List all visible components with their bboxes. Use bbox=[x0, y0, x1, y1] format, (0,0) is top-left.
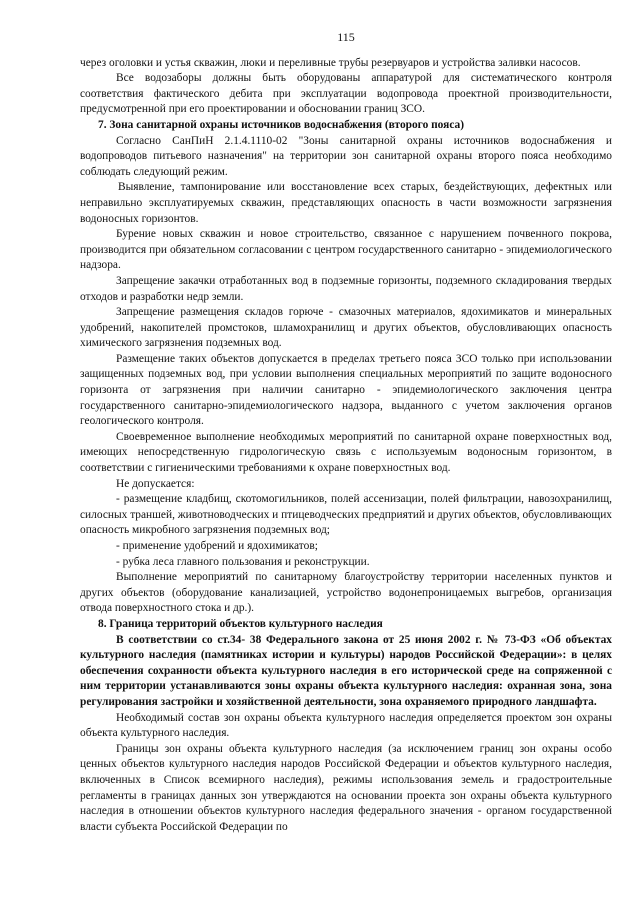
paragraph: Бурение новых скважин и новое строительство, связанное с нарушением почвенного покрова, производится при обязательном согласовании с центром государственного санитарно - эпидемиологического надзора. bbox=[80, 228, 612, 272]
paragraph: Необходимый состав зон охраны объекта культурного наследия определяется проектом зон охраны объекта культурного наследия. bbox=[80, 711, 612, 740]
paragraph: Не допускается: bbox=[116, 477, 195, 490]
paragraph: Запрещение размещения складов горюче - смазочных материалов, ядохимикатов и минеральных удобрений, накопителей промстоков, шламохранилищ и других объектов, обусловливающих опасность химического загрязнения подземных вод. bbox=[80, 306, 612, 350]
paragraph: Согласно СанПиН 2.1.4.1110-02 "Зоны санитарной охраны источников водоснабжения и водопроводов питьевого назначения" на территории зон санитарной охраны второго пояса необходимо соблюдать следующий режим. bbox=[80, 134, 612, 178]
paragraph: через оголовки и устья скважин, люки и переливные трубы резервуаров и устройства заливки насосов. bbox=[80, 56, 581, 69]
paragraph: Границы зон охраны объекта культурного наследия (за исключением границ зон охраны особо ценных объектов культурного наследия народов Российской Федерации и объектов культурного наследия, включенных в Список всемирного наследия), режимы использования земель и градостроительные регламенты в границах данных зон утверждаются на основании проекта зон охраны объекта культурного наследия в отношении объектов культурного наследия федерального значения - органом государственной власти субъекта Российской Федерации по bbox=[80, 742, 612, 833]
paragraph: Все водозаборы должны быть оборудованы аппаратурой для систематического контроля соответствия фактического дебита при эксплуатации водопровода проектной производительности, предусмотренной при его проектировании и обосновании границ ЗСО. bbox=[80, 72, 612, 116]
section-heading: 7. Зона санитарной охраны источников водоснабжения (второго пояса) bbox=[98, 118, 465, 131]
paragraph: Запрещение закачки отработанных вод в подземные горизонты, подземного складирования твердых отходов и разработки недр земли. bbox=[80, 274, 612, 303]
section-heading: 8. Граница территорий объектов культурного наследия bbox=[98, 617, 383, 630]
paragraph: Размещение таких объектов допускается в пределах третьего пояса ЗСО только при использовании защищенных подземных вод, при условии выполнения специальных мероприятий по защите водоносного горизонта от загрязнения при наличии санитарно - эпидемиологического заключения центра государственного санитарно-эпидемиологического надзора, выданного с учетом заключения органов геологического контроля. bbox=[80, 352, 612, 428]
paragraph: Выявление, тампонирование или восстановление всех старых, бездействующих, дефектных или неправильно эксплуатируемых скважин, представляющих опасность в части возможности загрязнения водоносных горизонтов. bbox=[80, 181, 612, 225]
paragraph: Выполнение мероприятий по санитарному благоустройству территории населенных пунктов и других объектов (оборудование канализацией, устройство водонепроницаемых выгребов, организация отвода поверхностного стока и др.). bbox=[80, 571, 612, 615]
list-item: - применение удобрений и ядохимикатов; bbox=[116, 540, 318, 552]
paragraph: Своевременное выполнение необходимых мероприятий по санитарной охране поверхностных вод, имеющих непосредственную гидрологическую связь с используемым водоносным горизонтом, в соответствии с гигиеническими требованиями к охране поверхностных вод. bbox=[80, 430, 612, 475]
list-item: - рубка леса главного пользования и реконструкции. bbox=[116, 555, 370, 568]
bold-paragraph: В соответствии со ст.34- 38 Федерального закона от 25 июня 2002 г. № 73-ФЗ «Об объектах культурного наследия (памятниках истории и культуры) народов Российской Федерации»: в целях обеспечения сохранности объекта культурного наследия в его исторической среде на сопряженной с ним территории устанавливаются зоны охраны объекта культурного наследия: охранная зона, зона регулирования застройки и хозяйственной деятельности, зона охраняемого природного ландшафта. bbox=[80, 633, 612, 708]
list-item: - размещение кладбищ, скотомогильников, полей ассенизации, полей фильтрации, навозохранилищ, силосных траншей, животноводческих и птицеводческих предприятий и других объектов, обусловливающих опасность микробного загрязнения подземных вод; bbox=[80, 493, 612, 537]
document-page bbox=[80, 30, 612, 835]
page-number: 115 bbox=[337, 30, 355, 44]
